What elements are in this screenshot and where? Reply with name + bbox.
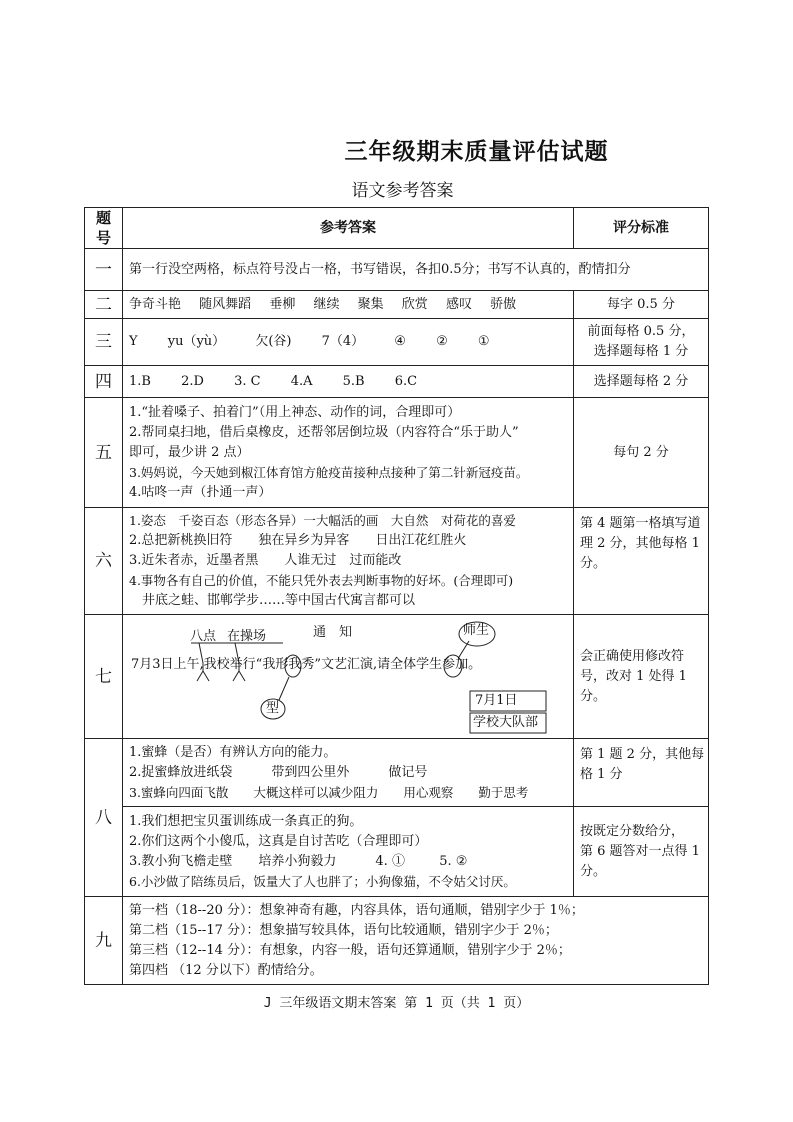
q7-answer [123, 615, 574, 739]
q8-part1-grading [574, 739, 709, 807]
q2-answer [123, 291, 574, 319]
q8-grading-line: 第 6 题答对一点得 1 [580, 843, 700, 859]
q9-line: 第二档（15--17 分）：想象描写较具体，语句比较通顺，错别字少于 2％； [129, 922, 558, 938]
q8-grading-line: 按既定分数给分， [580, 823, 685, 839]
q3-item: yu（yù） [167, 334, 226, 349]
q4-item: 6.C [394, 373, 418, 389]
q2-word: 聚集 [357, 296, 384, 312]
q5-line: 1.“扯着嗓子、拍着门”（用上神态、动作的词，合理即可） [129, 404, 461, 420]
table-row-q3 [85, 319, 709, 366]
q8-q5-label: 5. [439, 853, 452, 869]
table-row-q6 [85, 508, 709, 615]
question-number: 八 [85, 739, 123, 897]
q8-q5-answer: ② [455, 853, 468, 869]
q7-heading: 通 知 [313, 625, 353, 640]
q8-grading-line: 分。 [580, 863, 607, 879]
q1-answer: 第一行没空两格，标点符号没占一格，书写错误，各扣0.5分；书写不认真的，酌情扣分 [123, 249, 709, 291]
q7-grading-line: 分。 [580, 688, 607, 704]
q6-line: 井底之蛙、邯郸学步……等中国古代寓言都可以 [129, 593, 416, 608]
q2-grading: 每字 0.5 分 [574, 291, 709, 319]
q8-part2-line: 2.你们这两个小傻瓜，这真是自讨苦吃（合理即可） [129, 833, 428, 849]
q3-answer [123, 319, 574, 366]
q6-line: 1.姿态 千姿百态（形态各异）一大幅活的画 大自然 对荷花的喜爱 [129, 513, 516, 528]
q7-sentence: 7月3日上午,我校举行“我形我秀”文艺汇演,请全体学生参加。 [131, 657, 482, 672]
q8-part1-line: 2.捉蜜蜂放进纸袋 带到四公里外 做记号 [129, 764, 428, 780]
q4-item: 5.B [342, 373, 365, 389]
q8-part1-line: 3.蜜蜂向四面飞散 大概这样可以减少阻力 用心观察 勤于思考 [129, 784, 529, 800]
table-row-q2 [85, 291, 709, 319]
q8-part2-line: 3.教小狗飞檐走壁 培养小狗毅力 4. [129, 853, 388, 869]
q4-item: 2.D [181, 373, 204, 389]
header-grading: 评分标准 [574, 208, 709, 249]
question-number: 七 [85, 615, 123, 739]
q8-part2-line: 6.小沙做了陪练员后，饭量大了人也胖了；小狗像猫，不令姑父讨厌。 [129, 873, 516, 889]
q6-grading-line: 理 2 分，其他每格 1 [580, 536, 700, 551]
question-number: 九 [85, 897, 123, 985]
q8-part2-answer [123, 807, 574, 897]
q7-insert-place: 在操场 [227, 629, 267, 644]
q2-word: 随风舞蹈 [199, 296, 252, 312]
q7-insert-type: 型 [266, 701, 280, 716]
q7-insert-teachers: 师生 [463, 623, 490, 638]
q6-line: 4.事物各有自己的价值，不能只凭外表去判断事物的好坏。(合理即可) [129, 573, 514, 588]
table-row-q8-part2 [85, 807, 709, 897]
page-subtitle: 语文参考答案 [351, 181, 454, 201]
header-answer: 参考答案 [123, 208, 574, 249]
q2-word: 继续 [313, 296, 340, 312]
q3-grading-line: 选择题每格 1 分 [593, 344, 689, 359]
q3-choice: ④ [394, 334, 406, 349]
page-title: 三年级期末质量评估试题 [344, 138, 609, 165]
q8-part1-line: 1.蜜蜂（是否）有辨认方向的能力。 [129, 744, 337, 760]
table-row-q8-part1 [85, 739, 709, 807]
q8-q4-answer: ① [391, 853, 405, 869]
question-number: 三 [85, 319, 123, 366]
q9-answer [123, 897, 709, 985]
question-number: 一 [85, 249, 123, 291]
page-footer: J 三年级语文期末答案 第 1 页（共 1 页） [263, 996, 530, 1011]
q2-word: 感叹 [445, 296, 472, 312]
table-row-q9 [85, 897, 709, 985]
q4-grading: 选择题每格 2 分 [574, 366, 709, 398]
q7-grading [574, 615, 709, 739]
q3-choice: ① [477, 334, 490, 349]
q4-item: 1.B [129, 373, 151, 389]
q9-line: 第四档 （12 分以下）酌情给分。 [129, 962, 323, 978]
q6-answer [123, 508, 574, 615]
q3-item: 7（4） [321, 334, 365, 349]
table-row-q7 [85, 615, 709, 739]
answer-table [84, 207, 709, 985]
question-number: 四 [85, 366, 123, 398]
q9-line: 第一档（18--20 分）：想象神奇有趣，内容具体，语句通顺，错别字少于 1％； [129, 902, 584, 918]
q8-grading-line: 第 1 题 2 分，其他每 [580, 747, 705, 762]
q3-grading [574, 319, 709, 366]
q5-line: 3.妈妈说，今天她到椒江体育馆方舱疫苗接种点接种了第二针新冠疫苗。 [129, 464, 529, 480]
q6-line: 3.近朱者赤，近墨者黑 人谁无过 过而能改 [129, 553, 402, 568]
q2-word: 欣赏 [401, 296, 428, 312]
question-number: 五 [85, 398, 123, 508]
table-row-q4 [85, 366, 709, 398]
header-number: 题号 [85, 208, 123, 249]
q2-word: 垂柳 [269, 296, 296, 312]
question-number: 二 [85, 291, 123, 319]
q5-line: 2.帮同桌扫地，借后桌橡皮，还帮邻居倒垃圾（内容符合“乐于助人” [129, 424, 519, 440]
q6-line: 2.总把新桃换旧符 独在异乡为异客 日出江花红胜火 [129, 533, 467, 548]
q3-item: 欠(谷) [255, 334, 292, 349]
q8-part2-grading [574, 807, 709, 897]
q8-part2-line-3 [129, 852, 567, 872]
q6-grading-line: 分。 [580, 556, 607, 571]
q3-grading-line: 前面每格 0.5 分， [587, 324, 695, 339]
q9-line: 第三档（12--14 分）：有想象，内容一般，语句还算通顺，错别字少于 2％； [129, 942, 571, 958]
table-row-q1 [85, 249, 709, 291]
q8-part2-line: 1.我们想把宝贝蛋训练成一条真正的狗。 [129, 813, 363, 829]
q7-grading-line: 会正确使用修改符 [580, 648, 685, 664]
q7-sign-org: 学校大队部 [473, 715, 539, 730]
q4-answer [123, 366, 574, 398]
q7-insert-time: 八点 [190, 629, 217, 644]
q2-word: 骄傲 [490, 296, 517, 312]
q5-answer [123, 398, 574, 508]
q6-grading [574, 508, 709, 615]
table-row-q5 [85, 398, 709, 508]
q5-line: 4.咕咚一声（扑通一声） [129, 484, 272, 500]
question-number: 六 [85, 508, 123, 615]
q5-line: 即可，最少讲 2 点） [129, 444, 250, 460]
q8-part1-answer [123, 739, 574, 807]
q2-word: 争奇斗艳 [129, 296, 182, 312]
q8-grading-line: 格 1 分 [580, 767, 623, 782]
q3-item: Y [129, 334, 138, 349]
q5-grading: 每句 2 分 [574, 398, 709, 508]
q7-grading-line: 号，改对 1 处得 1 [580, 668, 687, 684]
q7-sign-date: 7月1日 [475, 693, 518, 708]
table-header-row [85, 208, 709, 249]
q4-item: 4.A [290, 373, 313, 389]
q6-grading-line: 第 4 题第一格填写道 [580, 516, 701, 531]
q4-item: 3. C [234, 373, 261, 389]
q3-choice: ② [436, 334, 448, 349]
